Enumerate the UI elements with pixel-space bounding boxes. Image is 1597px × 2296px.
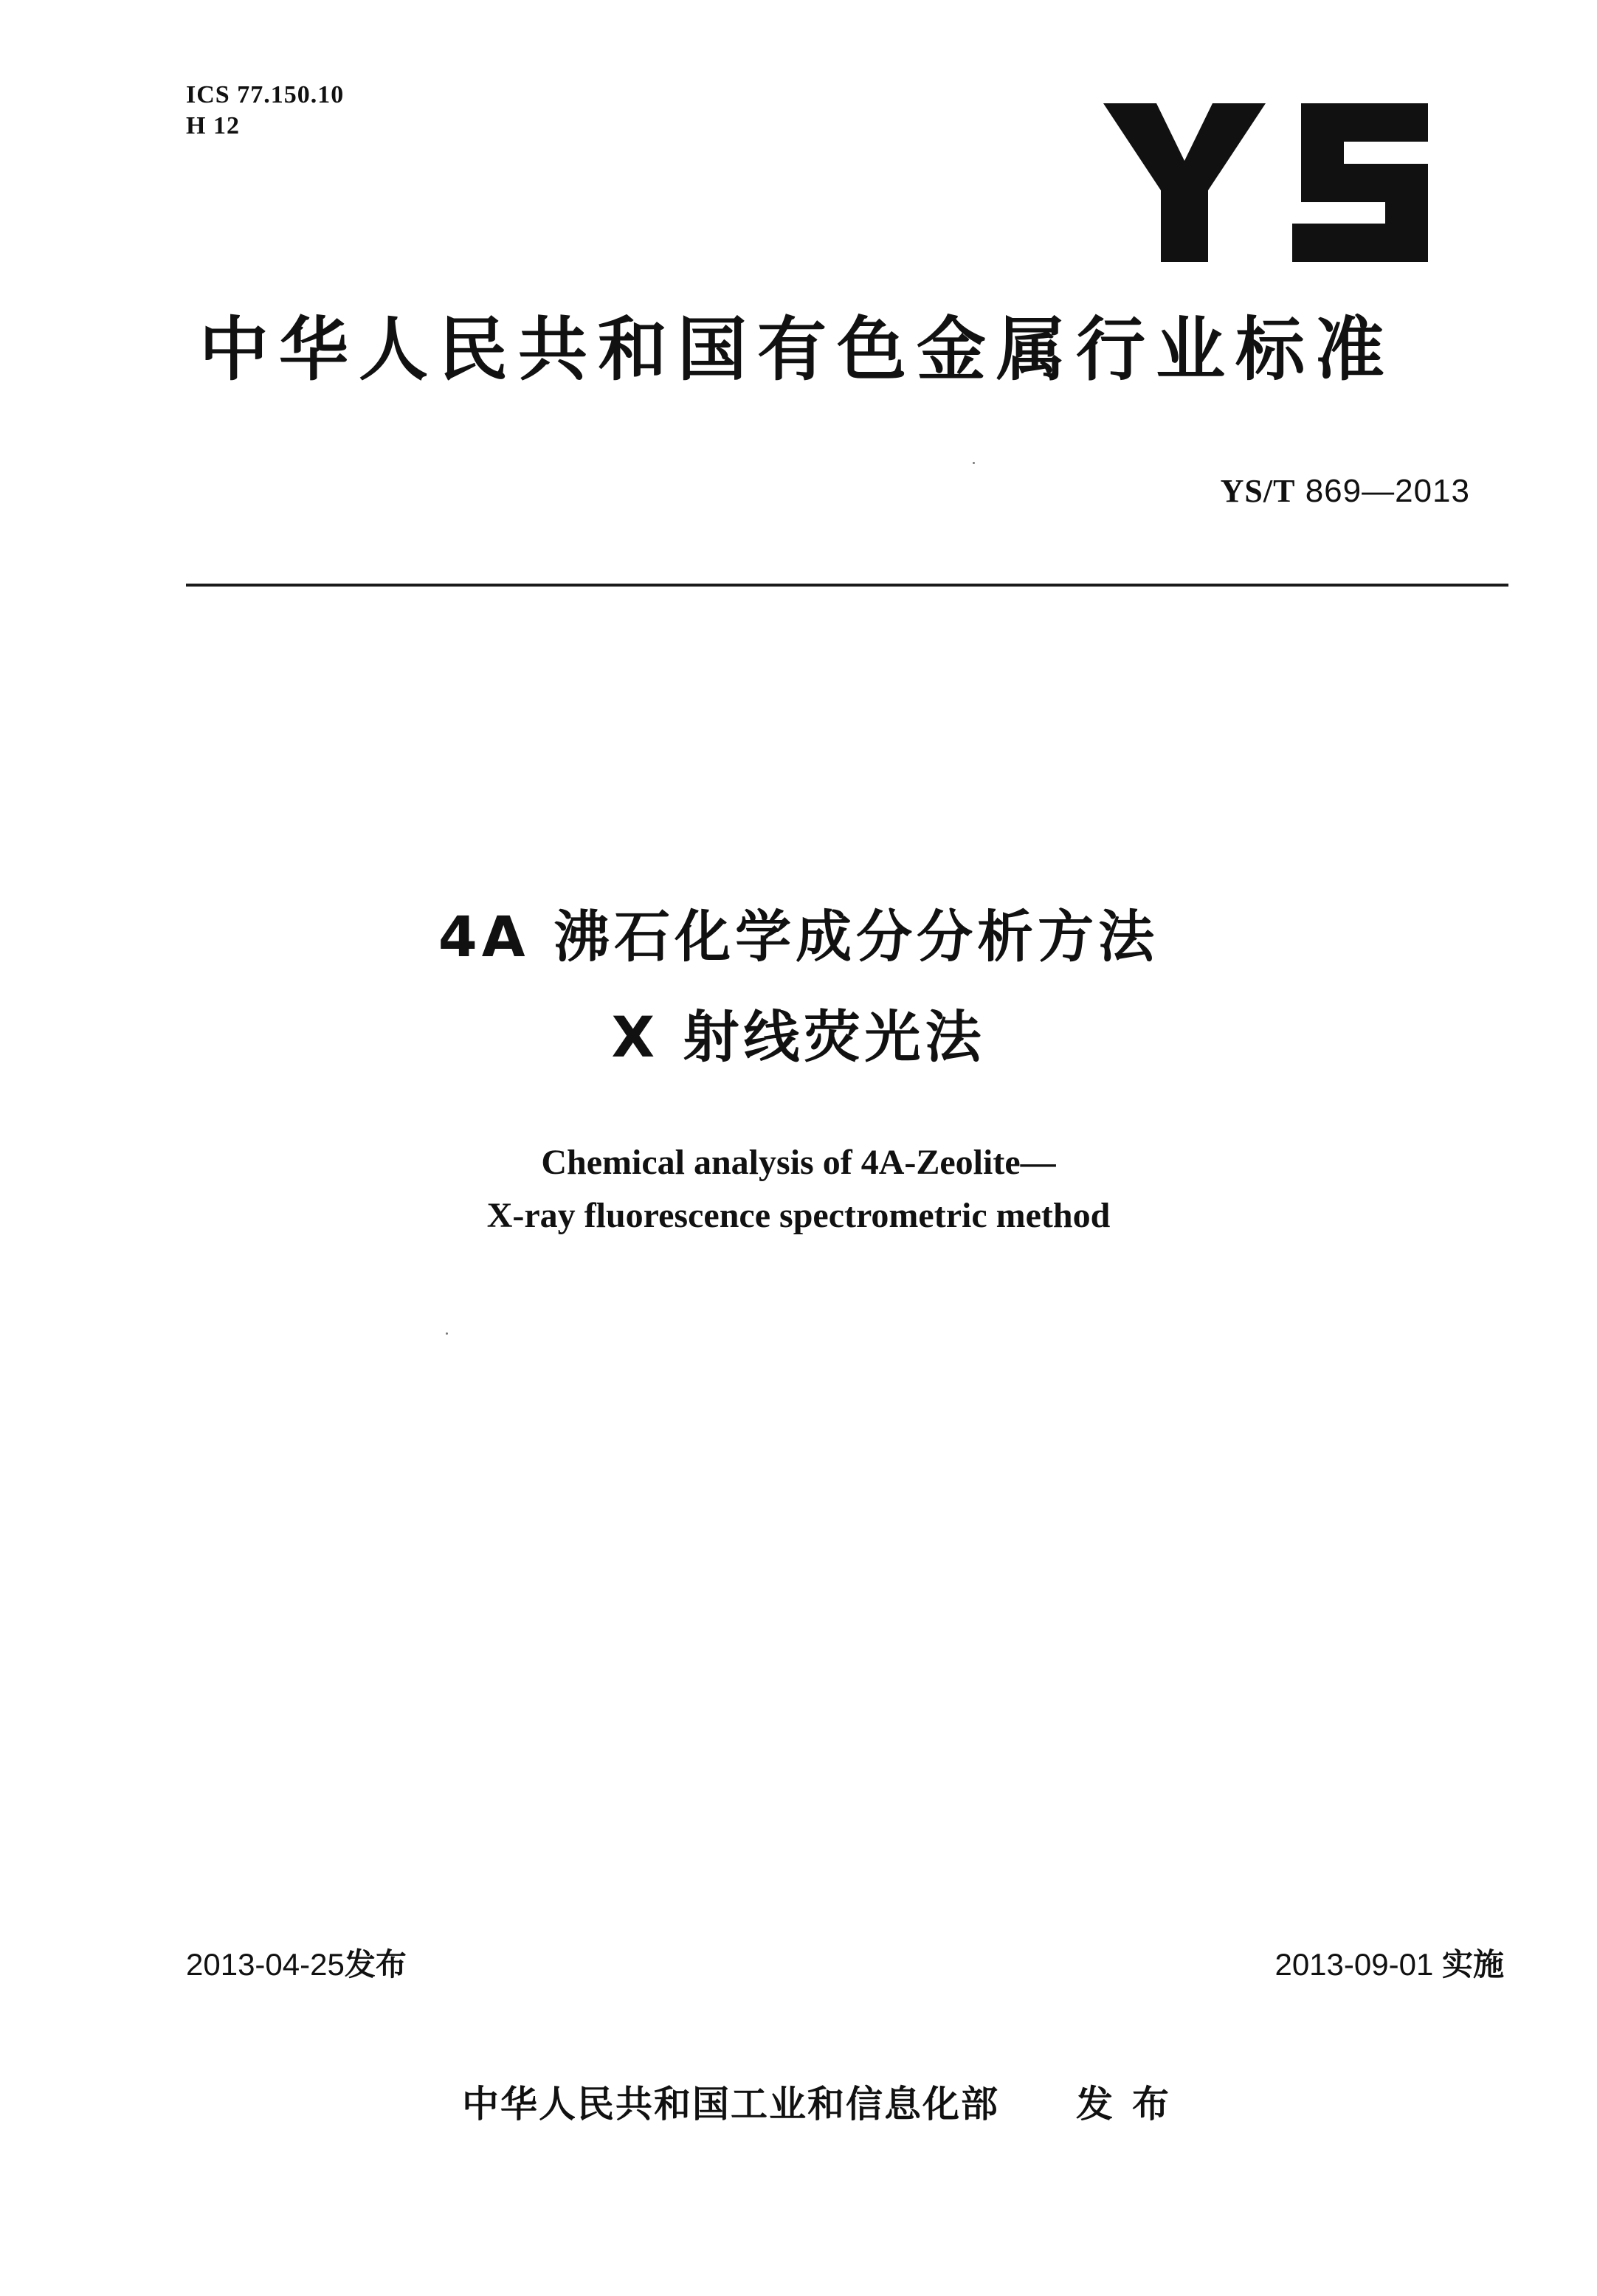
scan-speck <box>973 462 975 464</box>
title-chinese-line1: 4A 沸石化学成分分析方法 <box>438 904 1159 969</box>
ys-logo-letter-y <box>1103 103 1266 262</box>
scan-speck <box>446 1332 448 1335</box>
classification-codes <box>186 80 344 142</box>
implement-label: 实施 <box>1441 1946 1504 1982</box>
publish-date: 2013-04-25 <box>186 1947 345 1982</box>
header-divider <box>186 584 1508 587</box>
ys-logo-letter-s <box>1292 103 1428 262</box>
issuer-name: 中华人民共和国工业和信息化部 <box>462 2083 999 2126</box>
standard-number-value: 869—2013 <box>1305 473 1470 509</box>
standard-number <box>1221 471 1470 512</box>
title-chinese-line2: X 射线荧光法 <box>611 1004 986 1070</box>
ys-logo <box>1103 103 1428 266</box>
ccs-code: H 12 <box>186 112 240 139</box>
implement-date-block <box>1275 1945 1504 1985</box>
publish-date-block <box>186 1945 407 1985</box>
title-english-line1: Chemical analysis of 4A-Zeolite— <box>541 1143 1056 1182</box>
title-english-line2: X-ray fluorescence spectrometric method <box>486 1196 1111 1235</box>
issuer-action: 发布 <box>1076 2083 1188 2126</box>
publisher-line <box>462 2081 1188 2128</box>
standard-prefix: YS/T <box>1220 473 1296 509</box>
publish-label: 发布 <box>344 1946 407 1982</box>
implement-date: 2013-09-01 <box>1275 1947 1434 1982</box>
organization-title: 中华人民共和国有色金属行业标准 <box>199 310 1396 390</box>
ics-code: ICS 77.150.10 <box>186 81 345 108</box>
